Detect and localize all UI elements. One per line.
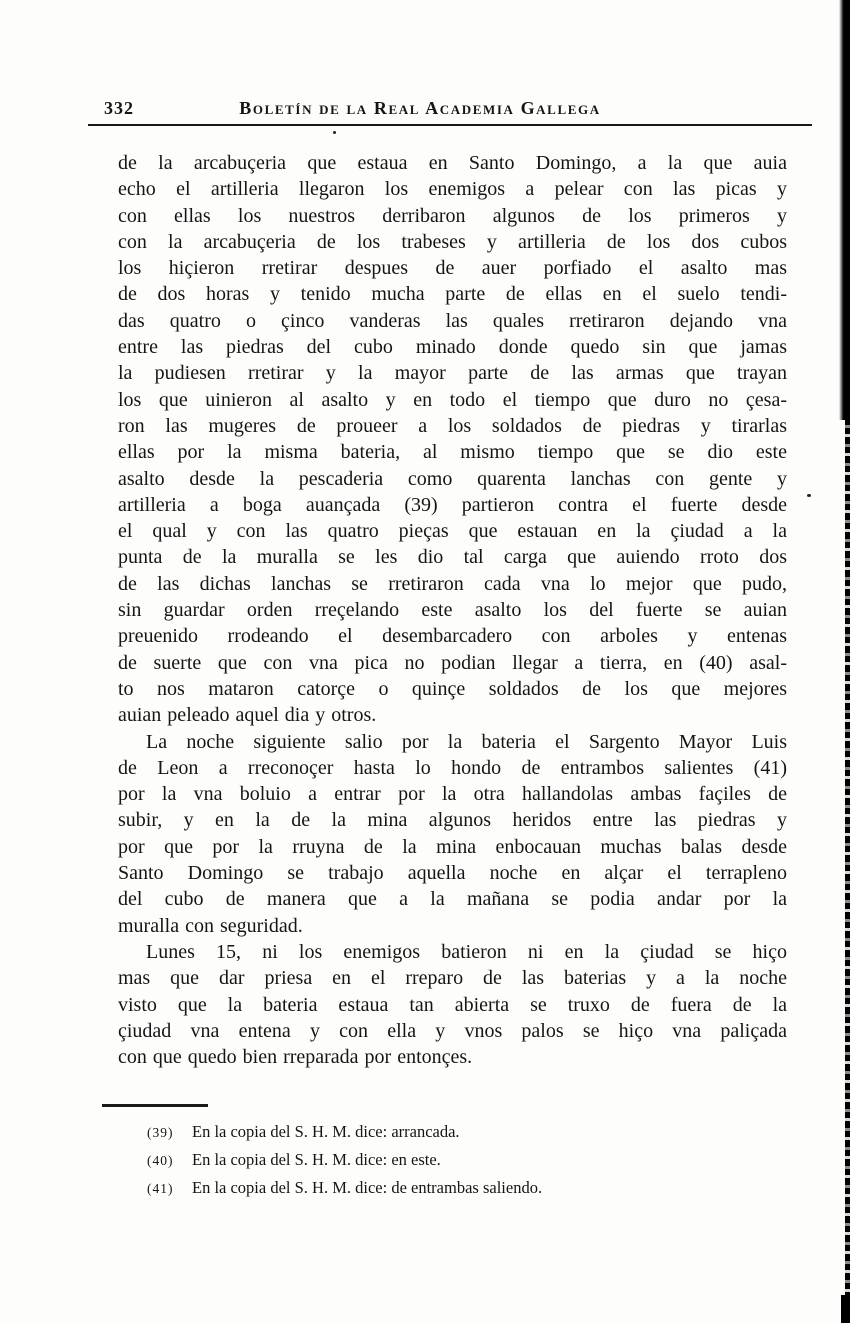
footnote-rule	[102, 1104, 208, 1107]
text-line: de suerte que con vna pica no podian llegar a tierra, en (40) asal-	[118, 651, 787, 674]
text-line: por la vna boluio a entrar por la otra hallandolas ambas façiles de	[118, 783, 787, 806]
header-rule	[88, 124, 812, 126]
footnote-40	[118, 1146, 758, 1174]
text-line: visto que la bateria estaua tan abierta se truxo de fuera de la	[118, 993, 787, 1016]
footnote-text: En la copia del S. H. M. dice: arrancada.	[192, 1122, 460, 1141]
text-line: del cubo de manera que a la mañana se podia andar por la	[118, 888, 787, 911]
paragraph-3	[118, 939, 787, 1070]
scan-edge-artifact-top	[839, 0, 850, 420]
text-line: to nos mataron catorçe o quinçe soldados de los que mejores	[118, 677, 787, 700]
text-line: los que uinieron al asalto y en todo el tiempo que duro no çesa-	[118, 388, 787, 411]
text-line: de la arcabuçeria que estaua en Santo Domingo, a la que auia	[118, 152, 787, 174]
text-line: de Leon a rreconoçer hasta lo hondo de entrambos salientes (41)	[118, 756, 787, 779]
text-line: la pudiesen rretirar y la mayor parte de las armas que trayan	[118, 362, 787, 385]
footnote-marker: (40)	[147, 1153, 174, 1168]
scan-speck	[333, 131, 336, 134]
text-line: asalto desde la pescaderia como quarenta lanchas con gente y	[118, 467, 787, 490]
text-line: los hiçieron rretirar despues de auer porfiado el asalto mas	[118, 257, 787, 280]
text-line: con la arcabuçeria de los trabeses y artilleria de los dos cubos	[118, 230, 787, 253]
footnote-41	[118, 1174, 758, 1202]
scan-speck	[807, 494, 811, 497]
text-line: muralla con seguridad.	[118, 914, 303, 937]
text-line: das quatro o çinco vanderas las quales rretiraron dejando vna	[118, 309, 787, 332]
text-line: de dos horas y tenido mucha parte de ellas en el suelo tendi-	[118, 283, 787, 306]
text-line: sin guardar orden rreçelando este asalto los del fuerte se auian	[118, 599, 787, 622]
paragraph-2	[118, 729, 787, 939]
footnote-text: En la copia del S. H. M. dice: en este.	[192, 1150, 441, 1169]
text-line: el qual y con las quatro pieças que estauan en la çiudad a la	[118, 520, 787, 543]
text-line: por que por la rruyna de la mina enbocauan muchas balas desde	[118, 835, 787, 858]
page-number: 332	[104, 98, 134, 118]
text-line: mas que dar priesa en el rreparo de las baterias y a la noche	[118, 967, 787, 990]
text-line: entre las piedras del cubo minado donde quedo sin que jamas	[118, 336, 787, 359]
text-line: Santo Domingo se trabajo aquella noche en alçar el terrapleno	[118, 862, 787, 885]
scan-edge-artifact-bottom	[841, 1295, 850, 1323]
text-line: ellas por la misma bateria, al mismo tiempo que se dio este	[118, 441, 787, 464]
text-line: artilleria a boga auançada (39) partieron contra el fuerte desde	[118, 493, 787, 516]
text-line: con ellas los nuestros derribaron algunos de los primeros y	[118, 204, 787, 227]
text-line: punta de la muralla se les dio tal carga que auiendo rroto dos	[118, 546, 787, 569]
text-line: con que quedo bien rreparada por entonçes.	[118, 1046, 473, 1069]
footnote-marker: (39)	[147, 1125, 174, 1140]
body-text	[118, 150, 787, 1070]
header-title: Boletín de la Real Academia Gallega	[239, 98, 601, 118]
footnote-text: En la copia del S. H. M. dice: de entrambas saliendo.	[192, 1178, 543, 1197]
paragraph-1	[118, 150, 787, 729]
text-line: ron las mugeres de proueer a los soldados de piedras y tirarlas	[118, 414, 787, 437]
text-line: subir, y en la de la mina algunos heridos entre las piedras y	[118, 809, 787, 832]
text-line: de las dichas lanchas se rretiraron cada vna lo mejor que pudo,	[118, 572, 787, 595]
footnote-marker: (41)	[147, 1181, 174, 1196]
text-line: auian peleado aquel dia y otros.	[118, 704, 377, 727]
text-line: Lunes 15, ni los enemigos batieron ni en la çiudad se hiço	[146, 940, 787, 963]
footnotes	[118, 1118, 758, 1202]
text-line: çiudad vna entena y con ella y vnos palos se hiço vna paliçada	[118, 1019, 787, 1042]
footnote-39	[118, 1118, 758, 1146]
text-line: preuenido rrodeando el desembarcadero con arboles y entenas	[118, 625, 787, 648]
text-line: echo el artilleria llegaron los enemigos a pelear con las picas y	[118, 178, 787, 201]
text-line: La noche siguiente salio por la bateria el Sargento Mayor Luis	[146, 730, 787, 753]
